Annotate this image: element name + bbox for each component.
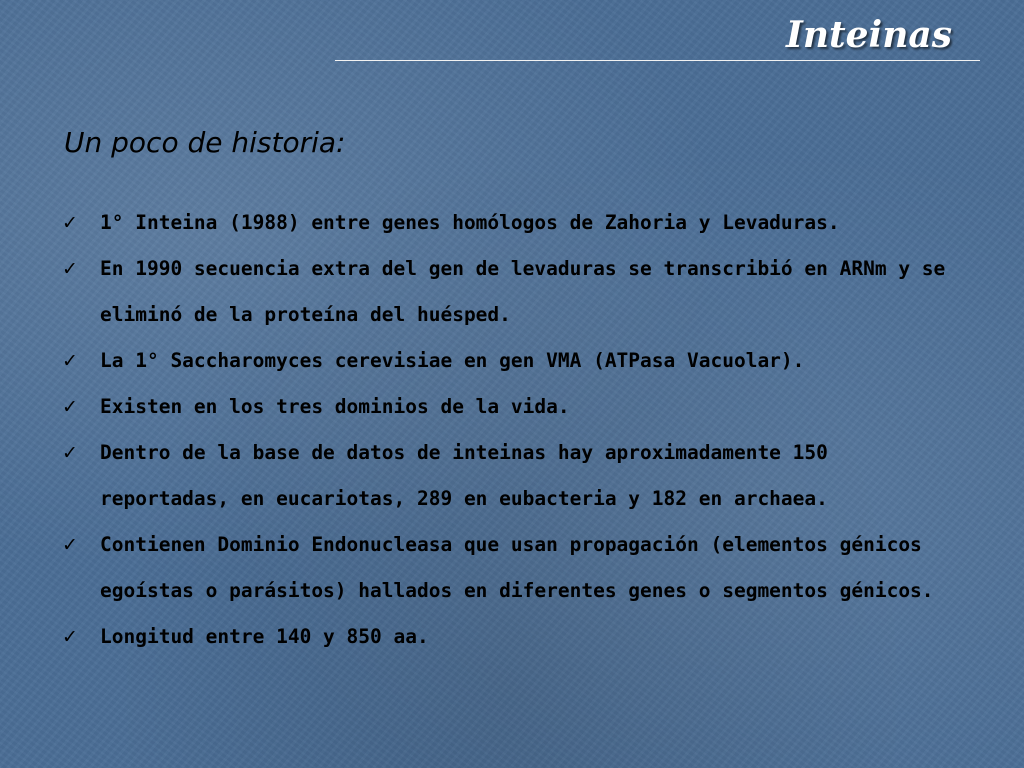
slide-subtitle: Un poco de historia:	[64, 126, 346, 159]
bullet-text: Dentro de la base de datos de inteinas hay aproximadamente 150 reportadas, en eucariotas, 289 en eubacteria y 182 en archaea.	[100, 441, 828, 510]
bullet-text: 1° Inteina (1988) entre genes homólogos de Zahoria y Levaduras.	[100, 211, 840, 234]
bullet-text: En 1990 secuencia extra del gen de levaduras se transcribió en ARNm y se eliminó de la proteína del huésped.	[100, 257, 946, 326]
bullet-text: La 1° Saccharomyces cerevisiae en gen VMA (ATPasa Vacuolar).	[100, 349, 805, 372]
check-icon: ✓	[62, 396, 78, 418]
bullet-text: Longitud entre 140 y 850 aa.	[100, 625, 429, 648]
bullet-text: Contienen Dominio Endonucleasa que usan propagación (elementos génicos egoístas o parásitos) hallados en diferentes genes o segmentos génicos.	[100, 533, 934, 602]
check-icon: ✓	[62, 442, 78, 464]
check-icon: ✓	[62, 212, 78, 234]
bullet-item	[62, 430, 962, 522]
check-icon: ✓	[62, 534, 78, 556]
bullet-item	[62, 522, 962, 614]
bullet-item	[62, 246, 962, 338]
slide-title: Inteinas	[786, 14, 952, 56]
check-icon: ✓	[62, 626, 78, 648]
bullet-item	[62, 338, 962, 384]
bullet-text: Existen en los tres dominios de la vida.	[100, 395, 570, 418]
title-underline	[335, 60, 980, 61]
bullet-item	[62, 384, 962, 430]
bullet-item	[62, 614, 962, 660]
check-icon: ✓	[62, 350, 78, 372]
check-icon: ✓	[62, 258, 78, 280]
bullet-item	[62, 200, 962, 246]
bullet-list	[62, 200, 962, 660]
